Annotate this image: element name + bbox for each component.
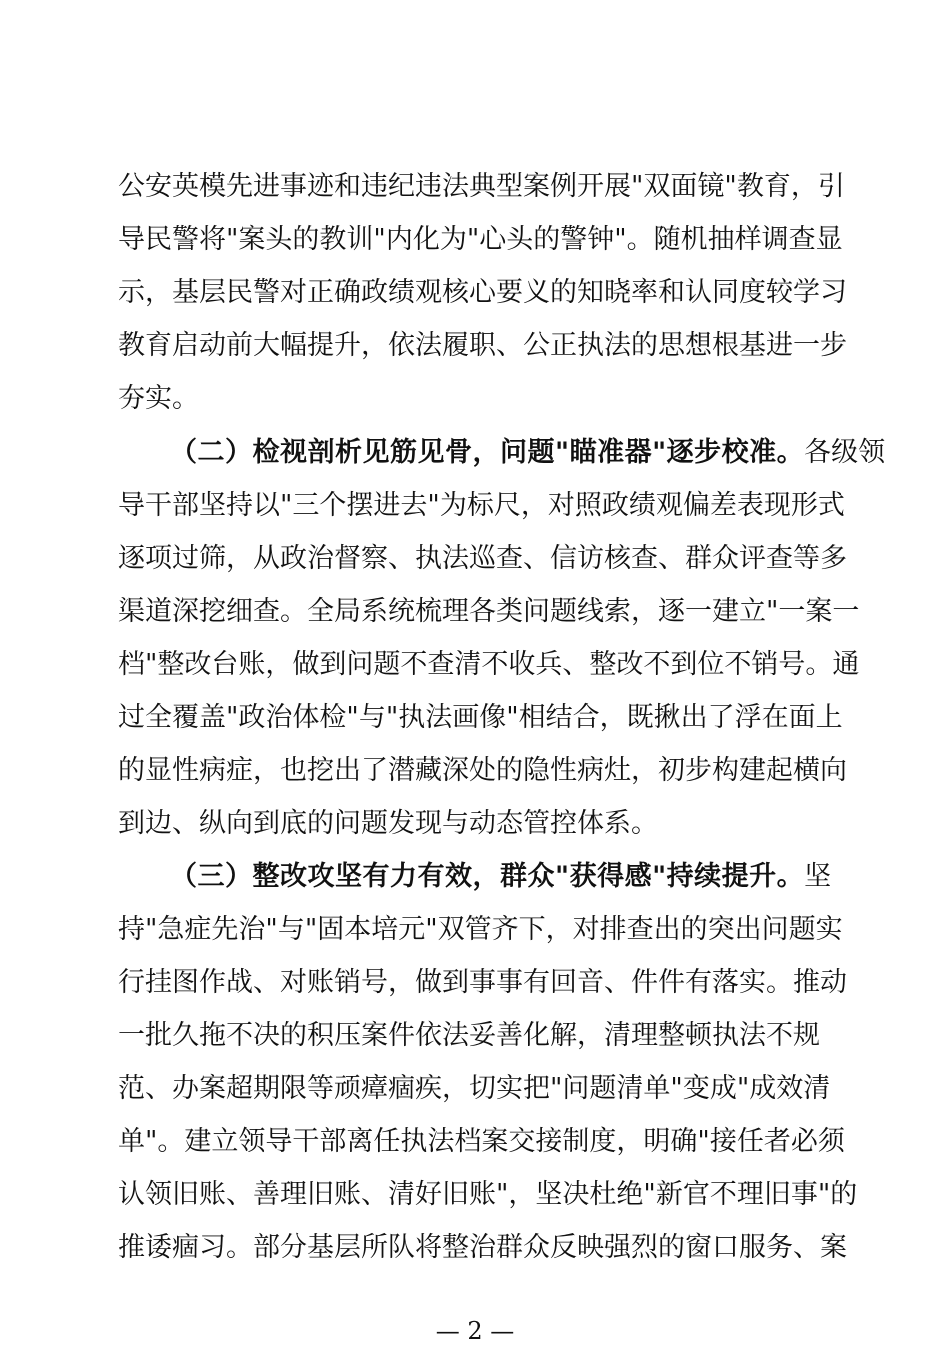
page-number: — 2 — (435, 1317, 515, 1345)
paragraph-2-line-3: 逐项过筛，从政治督察、执法巡查、信访核查、群众评查等多 (118, 543, 847, 574)
paragraph-1-line-1: 公安英模先进事迹和违纪违法典型案例开展"双面镜"教育，引 (118, 171, 845, 202)
paragraph-3-line-2: 持"急症先治"与"固本培元"双管齐下，对排查出的突出问题实 (118, 914, 843, 945)
paragraph-3-line-7: 认领旧账、善理旧账、清好旧账"，坚决杜绝"新官不理旧事"的 (118, 1179, 858, 1210)
paragraph-3-line-3: 行挂图作战、对账销号，做到事事有回音、件件有落实。推动 (118, 967, 847, 998)
paragraph-3-line-6: 单"。建立领导干部离任执法档案交接制度，明确"接任者必须 (118, 1126, 845, 1157)
paragraph-2-line-8: 到边、纵向到底的问题发现与动态管控体系。 (118, 808, 658, 839)
paragraph-2-first-line-rest: 各级领 (804, 437, 886, 468)
paragraph-1-line-3: 示，基层民警对正确政绩观核心要义的知晓率和认同度较学习 (118, 277, 847, 308)
paragraph-2-line-4: 渠道深挖细查。全局系统梳理各类问题线索，逐一建立"一案一 (118, 596, 860, 627)
paragraph-3-line-5: 范、办案超期限等顽瘴痼疾，切实把"问题清单"变成"成效清 (118, 1073, 831, 1104)
paragraph-3-first-line-rest: 坚 (804, 861, 832, 892)
paragraph-1-line-2: 导民警将"案头的教训"内化为"心头的警钟"。随机抽样调查显 (118, 224, 843, 255)
paragraph-2-first-line (170, 428, 886, 478)
section-heading-3: （三）整改攻坚有力有效，群众"获得感"持续提升。 (170, 861, 805, 892)
section-heading-2: （二）检视剖析见筋见骨，问题"瞄准器"逐步校准。 (170, 437, 805, 468)
paragraph-3-first-line (170, 852, 832, 902)
paragraph-2-line-6: 过全覆盖"政治体检"与"执法画像"相结合，既揪出了浮在面上 (118, 702, 843, 733)
paragraph-2-line-2: 导干部坚持以"三个摆进去"为标尺，对照政绩观偏差表现形式 (118, 490, 845, 521)
paragraph-1-line-4: 教育启动前大幅提升，依法履职、公正执法的思想根基进一步 (118, 330, 847, 361)
paragraph-2-line-7: 的显性病症，也挖出了潜藏深处的隐性病灶，初步构建起横向 (118, 755, 847, 786)
paragraph-1-line-5: 夯实。 (118, 383, 199, 414)
paragraph-2-line-5: 档"整改台账，做到问题不查清不收兵、整改不到位不销号。通 (118, 649, 860, 680)
paragraph-3-line-4: 一批久拖不决的积压案件依法妥善化解，清理整顿执法不规 (118, 1020, 820, 1051)
paragraph-3-line-8: 推诿痼习。部分基层所队将整治群众反映强烈的窗口服务、案 (118, 1232, 847, 1263)
